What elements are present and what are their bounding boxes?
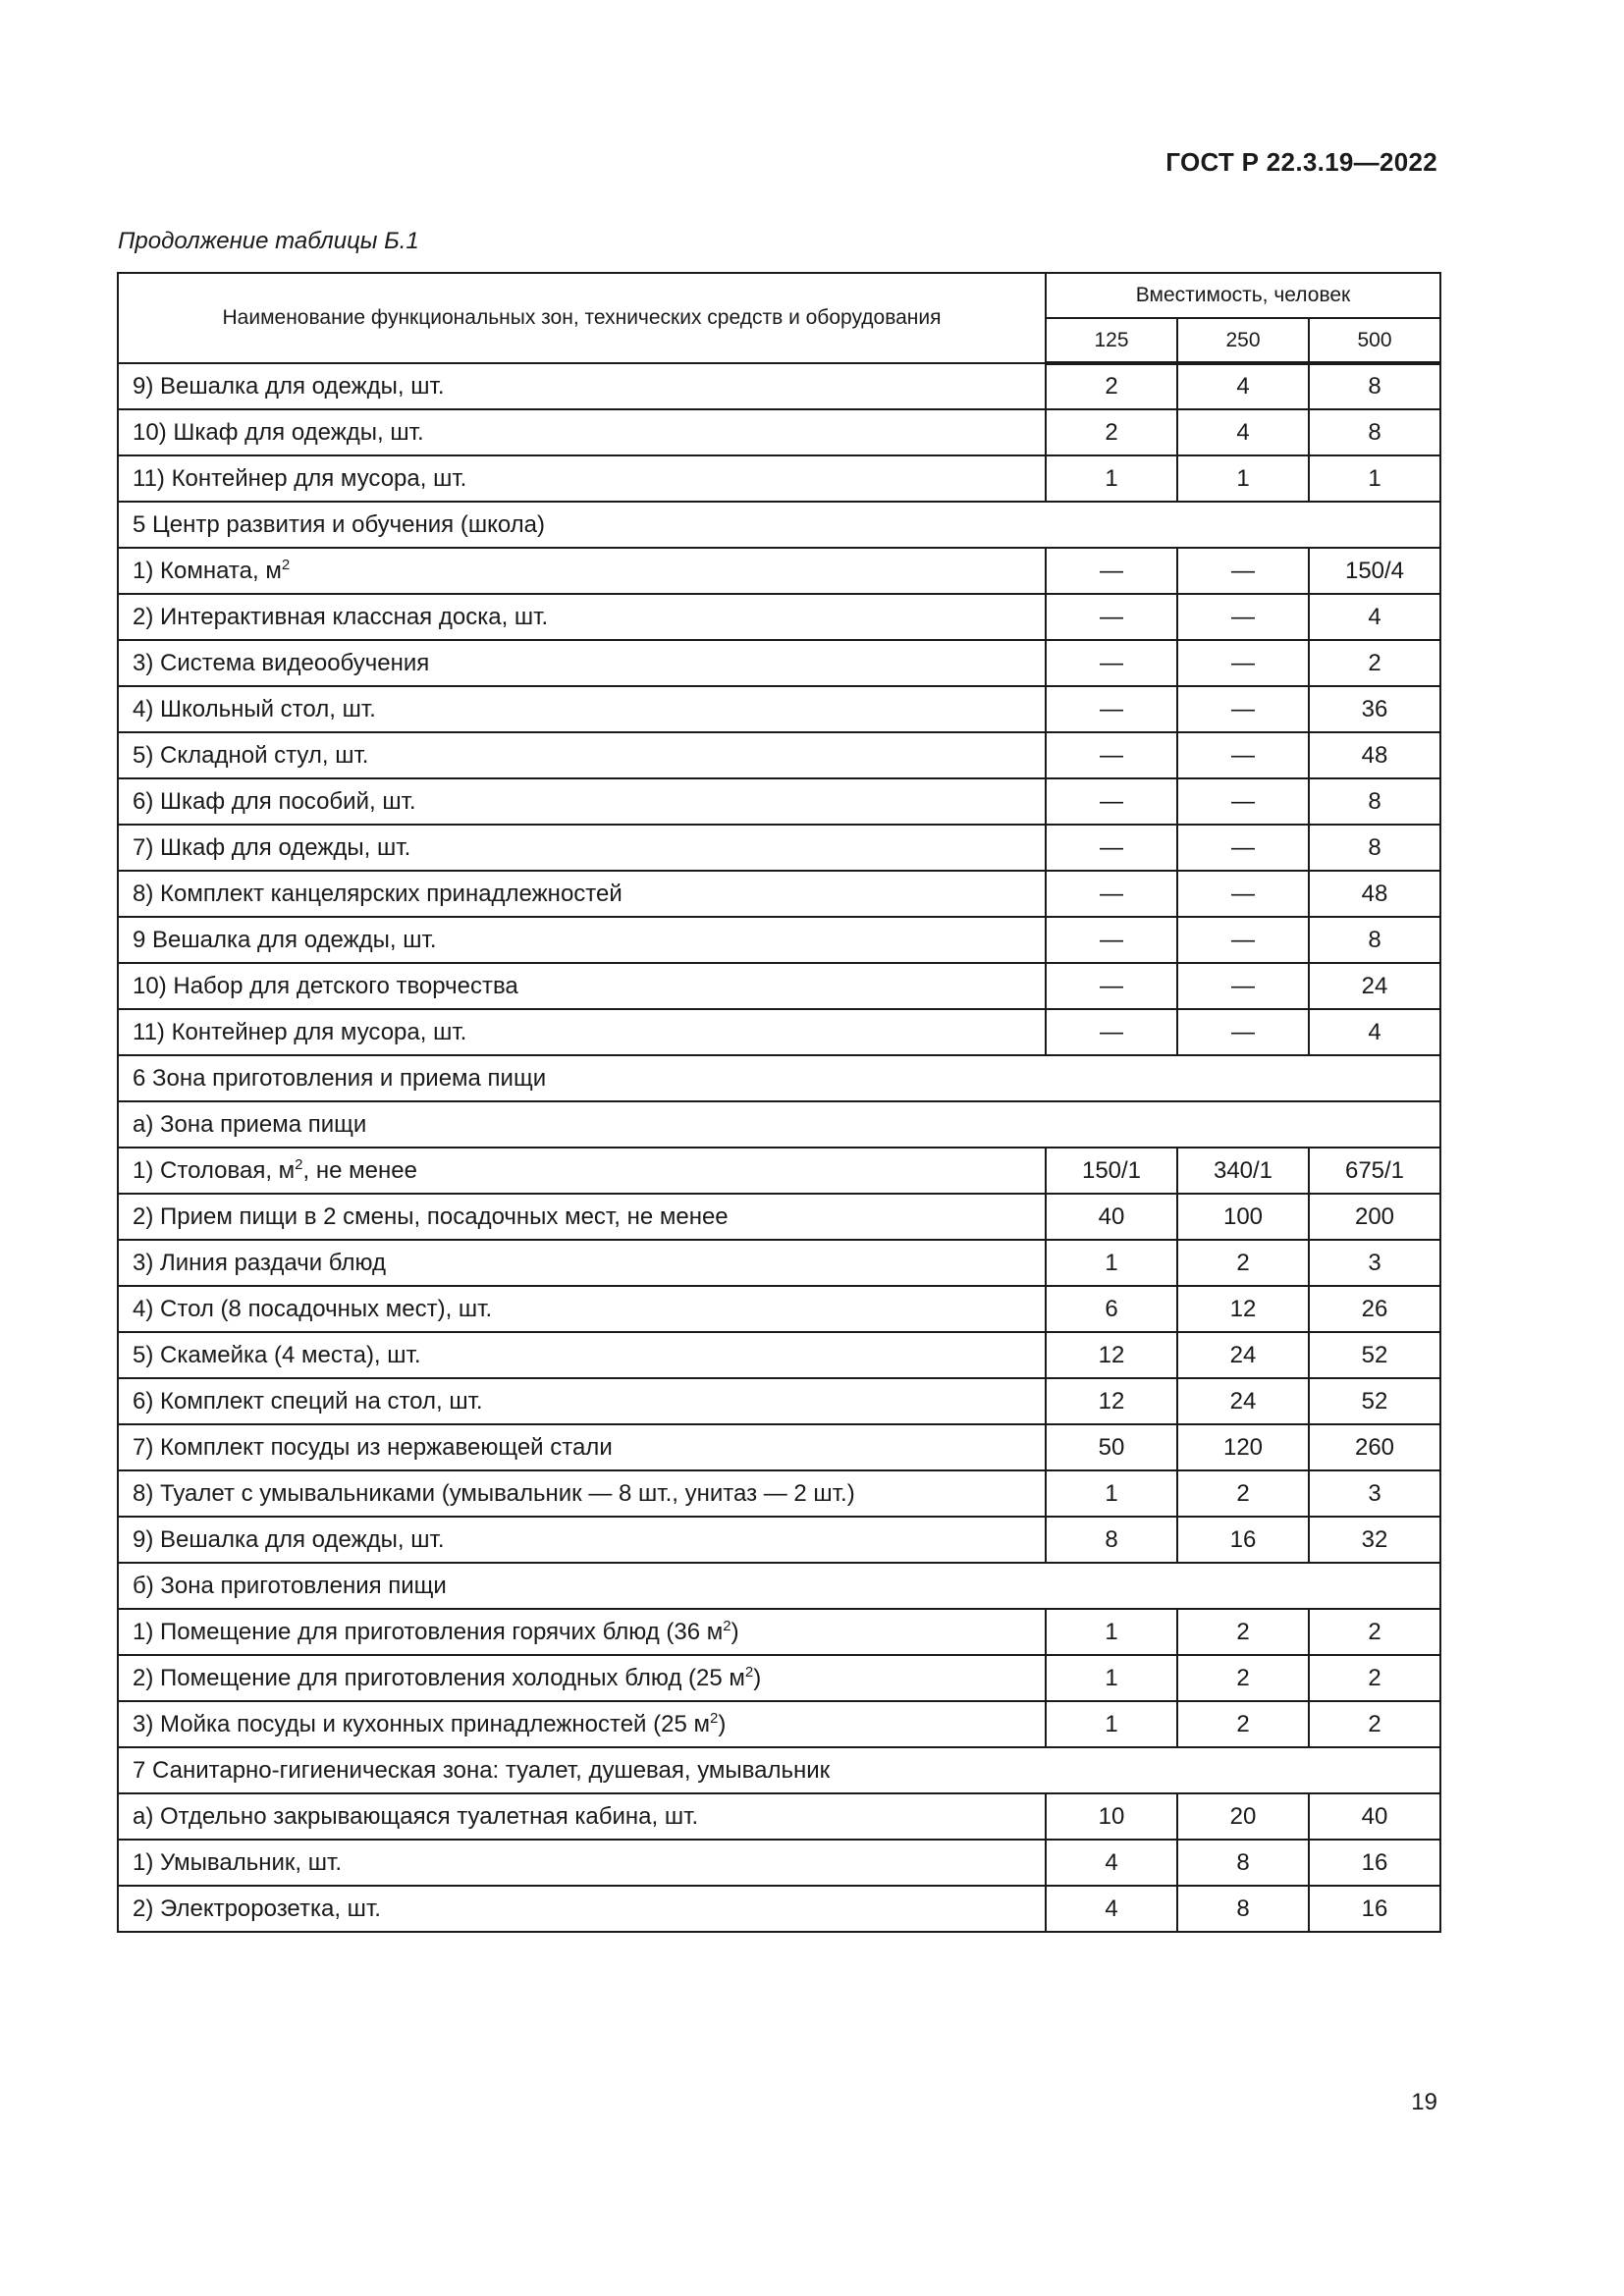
table-row [118, 1424, 1440, 1470]
value-cell: — [1177, 1009, 1309, 1055]
page-number: 19 [1411, 2089, 1437, 2115]
table-row [118, 1378, 1440, 1424]
value-cell: 1 [1046, 455, 1177, 502]
table-row [118, 1701, 1440, 1747]
value-cell: — [1177, 640, 1309, 686]
table-row [118, 963, 1440, 1009]
table-row [118, 871, 1440, 917]
row-name-text: а) Зона приема пищи [133, 1110, 367, 1138]
value-cell: 100 [1177, 1194, 1309, 1240]
row-name [118, 1655, 1046, 1701]
row-name [118, 778, 1046, 825]
unit-superscript: 2 [295, 1155, 303, 1173]
row-name [118, 1793, 1046, 1840]
section-row [118, 1101, 1440, 1148]
value-cell: — [1046, 1009, 1177, 1055]
value-cell: 1 [1046, 1655, 1177, 1701]
value-cell: 12 [1046, 1332, 1177, 1378]
value-cell: 16 [1177, 1517, 1309, 1563]
value-cell: 4 [1309, 594, 1440, 640]
unit-superscript: 2 [709, 1709, 719, 1727]
row-name-suffix: , не менее [302, 1156, 417, 1184]
row-name [118, 1240, 1046, 1286]
row-name [118, 640, 1046, 686]
table-row [118, 1240, 1440, 1286]
value-cell: 8 [1309, 409, 1440, 455]
value-cell: 10 [1046, 1793, 1177, 1840]
value-cell: 24 [1309, 963, 1440, 1009]
table-row [118, 686, 1440, 732]
row-name [118, 1609, 1046, 1655]
row-name [118, 1148, 1046, 1194]
row-name [118, 455, 1046, 502]
value-cell: 8 [1309, 825, 1440, 871]
row-name-text: а) Отдельно закрывающаяся туалетная кабина, шт. [133, 1802, 699, 1830]
row-name-suffix: ) [753, 1664, 762, 1691]
row-name-text: 7 Санитарно-гигиеническая зона: туалет, душевая, умывальник [133, 1756, 831, 1784]
row-name [118, 409, 1046, 455]
value-cell: 8 [1046, 1517, 1177, 1563]
row-name-text: 7) Комплект посуды из нержавеющей стали [133, 1433, 613, 1461]
value-cell: — [1177, 963, 1309, 1009]
value-cell: 2 [1309, 1701, 1440, 1747]
row-name [118, 825, 1046, 871]
row-name [118, 594, 1046, 640]
value-cell: 2 [1309, 1655, 1440, 1701]
table-row [118, 1009, 1440, 1055]
value-cell: — [1046, 594, 1177, 640]
value-cell: 40 [1309, 1793, 1440, 1840]
table-row [118, 1517, 1440, 1563]
table-row [118, 1286, 1440, 1332]
value-cell: 2 [1177, 1609, 1309, 1655]
value-cell: 675/1 [1309, 1148, 1440, 1194]
header-col-250: 250 [1177, 318, 1309, 363]
value-cell: 1 [1046, 1609, 1177, 1655]
unit-superscript: 2 [723, 1617, 731, 1634]
table-row [118, 640, 1440, 686]
value-cell: — [1177, 917, 1309, 963]
table-row [118, 778, 1440, 825]
value-cell: 2 [1177, 1240, 1309, 1286]
row-name [118, 963, 1046, 1009]
row-name [118, 732, 1046, 778]
value-cell: — [1046, 917, 1177, 963]
table-row [118, 548, 1440, 594]
value-cell: 2 [1309, 1609, 1440, 1655]
row-name-text: 6 Зона приготовления и приема пищи [133, 1064, 547, 1092]
table-row [118, 1609, 1440, 1655]
section-row [118, 1563, 1440, 1609]
value-cell: 48 [1309, 871, 1440, 917]
row-name [118, 548, 1046, 594]
value-cell: — [1046, 778, 1177, 825]
value-cell: — [1046, 732, 1177, 778]
value-cell: 12 [1177, 1286, 1309, 1332]
row-name [118, 1840, 1046, 1886]
row-name [118, 1009, 1046, 1055]
value-cell: — [1046, 686, 1177, 732]
value-cell: 24 [1177, 1332, 1309, 1378]
value-cell: 1 [1046, 1701, 1177, 1747]
value-cell: 8 [1309, 363, 1440, 409]
section-row [118, 1747, 1440, 1793]
row-name [118, 1886, 1046, 1932]
row-name [118, 1424, 1046, 1470]
row-name-text: 6) Шкаф для пособий, шт. [133, 787, 416, 815]
value-cell: 4 [1046, 1840, 1177, 1886]
row-name [118, 1470, 1046, 1517]
table-row [118, 1886, 1440, 1932]
value-cell: 4 [1177, 363, 1309, 409]
document-code: ГОСТ Р 22.3.19—2022 [1165, 147, 1437, 177]
value-cell: 4 [1309, 1009, 1440, 1055]
row-name [118, 1332, 1046, 1378]
header-name: Наименование функциональных зон, технических средств и оборудования [118, 273, 1046, 363]
value-cell: 50 [1046, 1424, 1177, 1470]
table-row [118, 1793, 1440, 1840]
value-cell: — [1046, 825, 1177, 871]
row-name-text: 2) Электророзетка, шт. [133, 1895, 381, 1922]
value-cell: — [1177, 732, 1309, 778]
row-name-text: 8) Туалет с умывальниками (умывальник — 8 шт., унитаз — 2 шт.) [133, 1479, 855, 1507]
section-row [118, 502, 1440, 548]
row-name-text: 1) Умывальник, шт. [133, 1848, 343, 1876]
table-row [118, 409, 1440, 455]
header-capacity: Вместимость, человек [1046, 273, 1440, 318]
row-name [118, 1378, 1046, 1424]
row-name [118, 1701, 1046, 1747]
section-title [118, 1563, 1440, 1609]
value-cell: — [1177, 686, 1309, 732]
equipment-table [117, 272, 1441, 1933]
row-name [118, 686, 1046, 732]
value-cell: 1 [1309, 455, 1440, 502]
row-name-text: 2) Интерактивная классная доска, шт. [133, 603, 549, 630]
table-row [118, 363, 1440, 409]
value-cell: 16 [1309, 1840, 1440, 1886]
value-cell: 8 [1177, 1840, 1309, 1886]
row-name-text: 5) Скамейка (4 места), шт. [133, 1341, 421, 1368]
header-col-500: 500 [1309, 318, 1440, 363]
table-row [118, 1194, 1440, 1240]
row-name-text: 1) Помещение для приготовления горячих блюд (36 м [133, 1618, 724, 1645]
section-title [118, 1101, 1440, 1148]
table-row [118, 825, 1440, 871]
value-cell: 36 [1309, 686, 1440, 732]
value-cell: 26 [1309, 1286, 1440, 1332]
header-col-125: 125 [1046, 318, 1177, 363]
row-name-text: 10) Набор для детского творчества [133, 972, 518, 999]
section-row [118, 1055, 1440, 1101]
row-name-text: 2) Помещение для приготовления холодных блюд (25 м [133, 1664, 745, 1691]
value-cell: 16 [1309, 1886, 1440, 1932]
value-cell: — [1046, 640, 1177, 686]
table-body [118, 363, 1440, 1932]
value-cell: 2 [1177, 1655, 1309, 1701]
row-name [118, 1286, 1046, 1332]
row-name-text: 2) Прием пищи в 2 смены, посадочных мест, не менее [133, 1202, 729, 1230]
row-name-text: 5 Центр развития и обучения (школа) [133, 510, 546, 538]
row-name-text: 10) Шкаф для одежды, шт. [133, 418, 424, 446]
row-name-text: 9) Вешалка для одежды, шт. [133, 1525, 445, 1553]
value-cell: 8 [1309, 917, 1440, 963]
unit-superscript: 2 [281, 556, 291, 573]
row-name-text: 6) Комплект специй на стол, шт. [133, 1387, 483, 1415]
row-name-text: 4) Стол (8 посадочных мест), шт. [133, 1295, 493, 1322]
value-cell: — [1177, 594, 1309, 640]
row-name-text: 9 Вешалка для одежды, шт. [133, 926, 437, 953]
unit-superscript: 2 [744, 1663, 754, 1681]
value-cell: 48 [1309, 732, 1440, 778]
row-name-text: 9) Вешалка для одежды, шт. [133, 372, 445, 400]
value-cell: — [1177, 825, 1309, 871]
row-name-suffix: ) [731, 1618, 739, 1645]
value-cell: — [1177, 778, 1309, 825]
value-cell: — [1177, 871, 1309, 917]
section-title [118, 1055, 1440, 1101]
table-row [118, 1148, 1440, 1194]
row-name-text: 1) Столовая, м [133, 1156, 296, 1184]
table-header-row [118, 273, 1440, 318]
value-cell: 120 [1177, 1424, 1309, 1470]
table-row [118, 1470, 1440, 1517]
table-row [118, 1332, 1440, 1378]
value-cell: 40 [1046, 1194, 1177, 1240]
table-row [118, 1840, 1440, 1886]
row-name-text: 7) Шкаф для одежды, шт. [133, 833, 411, 861]
value-cell: 340/1 [1177, 1148, 1309, 1194]
table-row [118, 455, 1440, 502]
value-cell: — [1046, 963, 1177, 1009]
value-cell: 52 [1309, 1378, 1440, 1424]
row-name-text: 1) Комната, м [133, 557, 282, 584]
value-cell: 3 [1309, 1240, 1440, 1286]
row-name-text: 3) Система видеообучения [133, 649, 430, 676]
row-name-text: б) Зона приготовления пищи [133, 1572, 447, 1599]
value-cell: 2 [1177, 1470, 1309, 1517]
value-cell: 150/4 [1309, 548, 1440, 594]
value-cell: 1 [1177, 455, 1309, 502]
section-title [118, 502, 1440, 548]
value-cell: 32 [1309, 1517, 1440, 1563]
value-cell: 20 [1177, 1793, 1309, 1840]
row-name [118, 871, 1046, 917]
value-cell: — [1177, 548, 1309, 594]
value-cell: 150/1 [1046, 1148, 1177, 1194]
value-cell: 1 [1046, 1470, 1177, 1517]
row-name-text: 5) Складной стул, шт. [133, 741, 369, 769]
table-caption: Продолжение таблицы Б.1 [118, 228, 419, 254]
row-name [118, 363, 1046, 409]
table-row [118, 1655, 1440, 1701]
value-cell: 8 [1177, 1886, 1309, 1932]
table-row [118, 917, 1440, 963]
row-name-text: 8) Комплект канцелярских принадлежностей [133, 880, 623, 907]
value-cell: 12 [1046, 1378, 1177, 1424]
value-cell: 2 [1177, 1701, 1309, 1747]
value-cell: 2 [1046, 409, 1177, 455]
value-cell: 4 [1177, 409, 1309, 455]
table-row [118, 594, 1440, 640]
row-name [118, 1517, 1046, 1563]
value-cell: 1 [1046, 1240, 1177, 1286]
row-name-text: 11) Контейнер для мусора, шт. [133, 464, 467, 492]
value-cell: — [1046, 548, 1177, 594]
row-name-text: 3) Мойка посуды и кухонных принадлежностей (25 м [133, 1710, 710, 1737]
table-row [118, 732, 1440, 778]
value-cell: 24 [1177, 1378, 1309, 1424]
row-name-suffix: ) [718, 1710, 727, 1737]
row-name-text: 3) Линия раздачи блюд [133, 1249, 386, 1276]
row-name [118, 917, 1046, 963]
value-cell: 200 [1309, 1194, 1440, 1240]
value-cell: 8 [1309, 778, 1440, 825]
row-name-text: 11) Контейнер для мусора, шт. [133, 1018, 467, 1045]
value-cell: 2 [1046, 363, 1177, 409]
value-cell: 4 [1046, 1886, 1177, 1932]
value-cell: — [1046, 871, 1177, 917]
value-cell: 260 [1309, 1424, 1440, 1470]
value-cell: 2 [1309, 640, 1440, 686]
row-name [118, 1194, 1046, 1240]
value-cell: 52 [1309, 1332, 1440, 1378]
section-title [118, 1747, 1440, 1793]
row-name-text: 4) Школьный стол, шт. [133, 695, 376, 722]
value-cell: 3 [1309, 1470, 1440, 1517]
value-cell: 6 [1046, 1286, 1177, 1332]
